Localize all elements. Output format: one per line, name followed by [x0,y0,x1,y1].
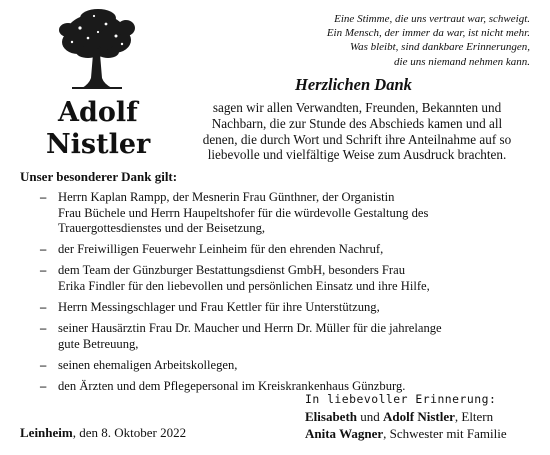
signer-conjunction: und [357,409,384,424]
signer-name: Adolf Nistler [383,409,455,424]
list-item-line: dem Team der Günzburger Bestattungsdienst GmbH, besonders Frau [58,263,406,278]
signature-block [305,391,535,442]
poem-line: die uns niemand nehmen kann. [394,55,530,68]
list-item-line: Frau Büchele und Herrn Haupeltshofer für die würdevolle Gestaltung des [58,205,429,220]
list-item [40,263,540,294]
intro-line: denen, die durch Wort und Schrift ihre Anteilnahme auf so [202,131,512,147]
signature-line [305,425,535,442]
list-item-line: den Ärzten und dem Pflegepersonal im Kreiskrankenhaus Günzburg. [58,378,406,393]
thanks-list [40,190,540,400]
date: , den 8. Oktober 2022 [72,425,187,440]
dash-bullet: – [40,321,47,336]
dash-bullet: – [40,242,47,257]
list-item-line: seiner Hausärztin Frau Dr. Maucher und Herrn Dr. Müller für die jahrelange [58,321,442,336]
memory-line: In liebevoller Erinnerung: [305,392,497,406]
signer-name: Elisabeth [305,409,358,424]
dash-bullet: – [40,357,47,372]
list-item [40,358,540,374]
poem-line: Was bleibt, sind dankbare Erinnerungen, [349,41,530,54]
poem-line: Eine Stimme, die uns vertraut war, schweigt. [334,13,530,25]
list-item [40,190,540,237]
place: Leinheim [20,425,73,440]
thanks-heading: Herzlichen Dank [295,75,412,94]
list-item-line: gute Betreuung, [58,336,139,351]
list-item-line: Herrn Messingschlager und Frau Kettler für ihre Unterstützung, [58,300,380,315]
list-item [40,300,540,316]
special-thanks-heading: Unser besonderer Dank gilt: [20,169,178,184]
dash-bullet: – [40,190,47,204]
signer-relation: , Eltern [454,409,494,424]
deceased-last-name: Nistler [46,129,151,160]
signer-relation: , Schwester mit Familie [383,426,507,441]
list-item [40,321,540,352]
signer-name: Anita Wagner [305,426,384,441]
intro-line: sagen wir allen Verwandten, Freunden, Bekannten und [212,100,502,115]
poem [230,12,530,69]
intro-line: Nachbarn, die zur Stunde des Abschieds kamen und all [211,115,503,131]
list-item-line: seinen ehemaligen Arbeitskollegen, [58,357,238,372]
signature-line [305,408,535,425]
dash-bullet: – [40,300,47,315]
place-date [20,425,186,441]
list-item-line: der Freiwilligen Feuerwehr Leinheim für den ehrenden Nachruf, [58,242,384,257]
poem-line: Ein Mensch, der immer da war, ist nicht mehr. [326,27,530,40]
tree-icon [58,8,136,90]
intro-paragraph [182,100,532,163]
list-item-line: Erika Findler für den liebevollen und persönlichen Einsatz und ihre Hilfe, [58,278,430,293]
list-item [40,242,540,258]
intro-line: liebevolle und vielfältige Weise zum Ausdruck brachten. [207,147,507,163]
dash-bullet: – [40,263,47,278]
list-item-line: Trauergottesdienstes und der Beisetzung, [58,221,266,236]
deceased-first-name: Adolf [58,97,138,128]
dash-bullet: – [40,378,47,393]
list-item-line: Herrn Kaplan Rampp, der Mesnerin Frau Günthner, der Organistin [58,190,395,204]
